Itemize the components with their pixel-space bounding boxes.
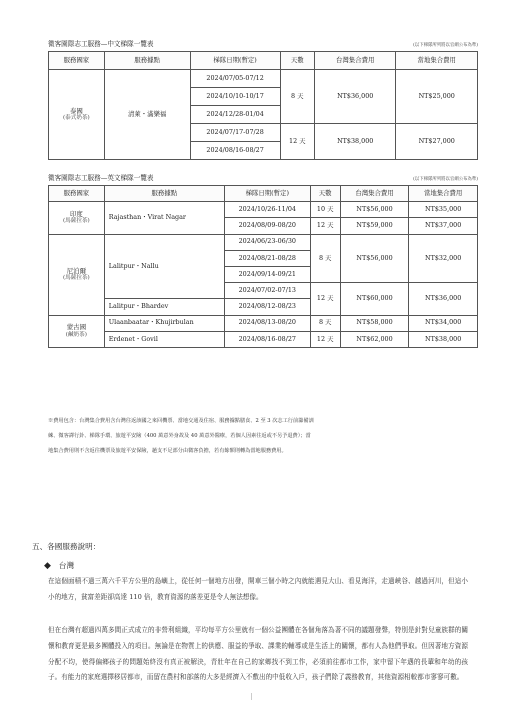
date-cell: 2024/07/05-07/12 — [190, 70, 280, 88]
local-fee-cell: NT$35,000 — [409, 202, 478, 218]
local-fee-cell: NT$25,000 — [396, 70, 478, 124]
site-cell: Rajasthan・Virat Nagar — [104, 202, 224, 234]
header-local-fee: 當地集合費用 — [409, 186, 478, 202]
taiwan-fee-cell: NT$59,000 — [340, 218, 409, 234]
country-cell-mongolia — [49, 315, 105, 347]
days-cell: 8 天 — [280, 70, 314, 124]
chinese-team-table-section — [48, 38, 478, 160]
date-cell: 2024/10/10-10/17 — [190, 88, 280, 106]
header-days: 天數 — [280, 52, 314, 70]
taiwan-fee-cell: NT$36,000 — [314, 70, 396, 124]
days-cell: 8 天 — [310, 234, 340, 283]
taiwan-fee-cell: NT$56,000 — [340, 234, 409, 283]
taiwan-fee-cell: NT$60,000 — [340, 283, 409, 315]
country-cell-nepal — [49, 234, 105, 315]
header-site: 服務據點 — [104, 52, 190, 70]
english-table-title: 微客園際志工服務—英文梯隊一覽表 — [48, 174, 154, 182]
fee-note-line: ※費用包含：台灣集合費用含台灣往返該國之來回機票、當地交通及住宿、服務據點膳食、2 至 3 次志工行前籌備訓 — [48, 418, 314, 424]
country-sub: (泰式奶茶) — [63, 114, 90, 121]
country-name: 泰國 — [69, 106, 83, 115]
header-local-fee: 當地集合費用 — [396, 52, 478, 70]
days-cell: 12 天 — [310, 218, 340, 234]
local-fee-cell: NT$32,000 — [409, 234, 478, 283]
country-subheading — [44, 560, 74, 571]
header-taiwan-fee: 台灣集合費用 — [340, 186, 409, 202]
paragraph-1: 在這個面積不過三萬六千平方公里的島嶼上，從任何一個地方出發，開車三個小時之內就能遇見大山、看見海洋，走過峽谷、越過河川，但這小小的地方，貧富差距卻高達 110 倍，教育資源的落差更是令人無法想像。 — [48, 577, 468, 601]
date-cell: 2024/10/26-11/04 — [224, 202, 310, 218]
date-cell: 2024/08/16-08/27 — [224, 331, 310, 347]
country-cell — [49, 70, 105, 160]
local-fee-cell: NT$36,000 — [409, 283, 478, 315]
taiwan-fee-cell: NT$56,000 — [340, 202, 409, 218]
site-cell: Lalitpur・Nallu — [104, 234, 224, 299]
local-fee-cell: NT$38,000 — [409, 331, 478, 347]
country-sub: (馬薩拉茶) — [63, 275, 90, 281]
site-cell: Erdenet・Govil — [104, 331, 224, 347]
header-country: 服務國家 — [49, 186, 105, 202]
section-heading: 五、各國服務說明： — [32, 542, 101, 551]
date-cell: 2024/08/16-08/27 — [190, 142, 280, 160]
date-cell: 2024/08/12-08/23 — [224, 299, 310, 315]
local-fee-cell: NT$27,000 — [396, 124, 478, 160]
days-cell: 10 天 — [310, 202, 340, 218]
taiwan-fee-cell: NT$62,000 — [340, 331, 409, 347]
country-name: 尼泊爾 — [66, 266, 86, 275]
site-cell: Lalitpur・Bhardev — [104, 299, 224, 315]
country-cell-india — [49, 202, 105, 234]
chinese-team-table — [48, 51, 478, 160]
local-fee-cell: NT$37,000 — [409, 218, 478, 234]
subheading-text: 台灣 — [58, 561, 75, 570]
date-cell: 2024/08/21-08/28 — [224, 250, 310, 266]
date-cell: 2024/09/14-09/21 — [224, 266, 310, 282]
country-sub: (鹹奶茶) — [65, 331, 87, 338]
days-cell: 12 天 — [310, 283, 340, 315]
header-country: 服務國家 — [49, 52, 105, 70]
taiwan-fee-cell: NT$58,000 — [340, 315, 409, 331]
header-dates: 梯隊日期(暫定) — [224, 186, 310, 202]
date-cell: 2024/06/23-06/30 — [224, 234, 310, 250]
header-taiwan-fee: 台灣集合費用 — [314, 52, 396, 70]
diamond-bullet-icon: ◆ — [44, 560, 51, 571]
date-cell: 2024/07/02-07/13 — [224, 283, 310, 299]
fee-note-line: 練、微客譯行卦、梯隊手環、旅遊平安險（400 萬意外身故及 40 萬意外醫療，若個人因素往返或不另予退費）；當 — [48, 433, 311, 439]
date-cell: 2024/08/09-08/20 — [224, 218, 310, 234]
chinese-table-note: (以下梯隊所列將以官網公布為準) — [413, 43, 478, 48]
days-cell: 12 天 — [310, 331, 340, 347]
header-site: 服務據點 — [104, 186, 224, 202]
taiwan-fee-cell: NT$38,000 — [314, 124, 396, 160]
date-cell: 2024/07/17-07/28 — [190, 124, 280, 142]
country-name: 蒙古國 — [66, 323, 86, 332]
date-cell: 2024/08/13-08/20 — [224, 315, 310, 331]
english-team-table-section — [48, 172, 478, 348]
header-dates: 梯隊日期(暫定) — [190, 52, 280, 70]
fee-inclusion-note — [48, 414, 478, 459]
days-cell: 8 天 — [310, 315, 340, 331]
english-team-table — [48, 185, 478, 348]
chinese-table-title: 微客園際志工服務—中文梯隊一覽表 — [48, 40, 154, 48]
paragraph-2: 但在台灣有超過四萬多間正式成立的非營利組織，平均每平方公里就有一個公益團體在各個角落為著不同的議題發聲，特別是針對兒童族群的關懷和教育更是最多團體投入的項目。無論是在物質上的供應、服益的爭取、課業的輔導或是生活上的關懷，都有人為他們爭取。但因著地方資源分配不均，使得偏鄉孩子的問題始終沒有真正被解決，青壯年在自己的家鄉找不到工作，必須前往都市工作，家中留下年邁的長輩和年幼的孩子。有能力的家庭選擇移居都市，而留在農村和部落的大多是經濟入不敷出的中低收入戶，孩子們除了義務教育，其他資源相較都市寥寥可數。 — [48, 626, 468, 682]
fee-note-line: 地集合費用則不含返往機票及旅遊平安保險，趟支不足部分由微客負擔，若有餘額則轉為當地服務費用。 — [48, 448, 287, 454]
local-fee-cell: NT$34,000 — [409, 315, 478, 331]
page-mark — [251, 693, 255, 700]
date-cell: 2024/12/28-01/04 — [190, 106, 280, 124]
site-cell: 清萊・滿樂福 — [104, 70, 190, 160]
header-days: 天數 — [310, 186, 340, 202]
site-cell: Ulaanbaatar・Khujirbulan — [104, 315, 224, 331]
days-cell: 12 天 — [280, 124, 314, 160]
english-table-note: (以下梯隊所列將以官網公布為準) — [413, 177, 478, 182]
country-name: 印度 — [69, 209, 83, 218]
country-sub: (馬薩拉茶) — [63, 218, 90, 225]
